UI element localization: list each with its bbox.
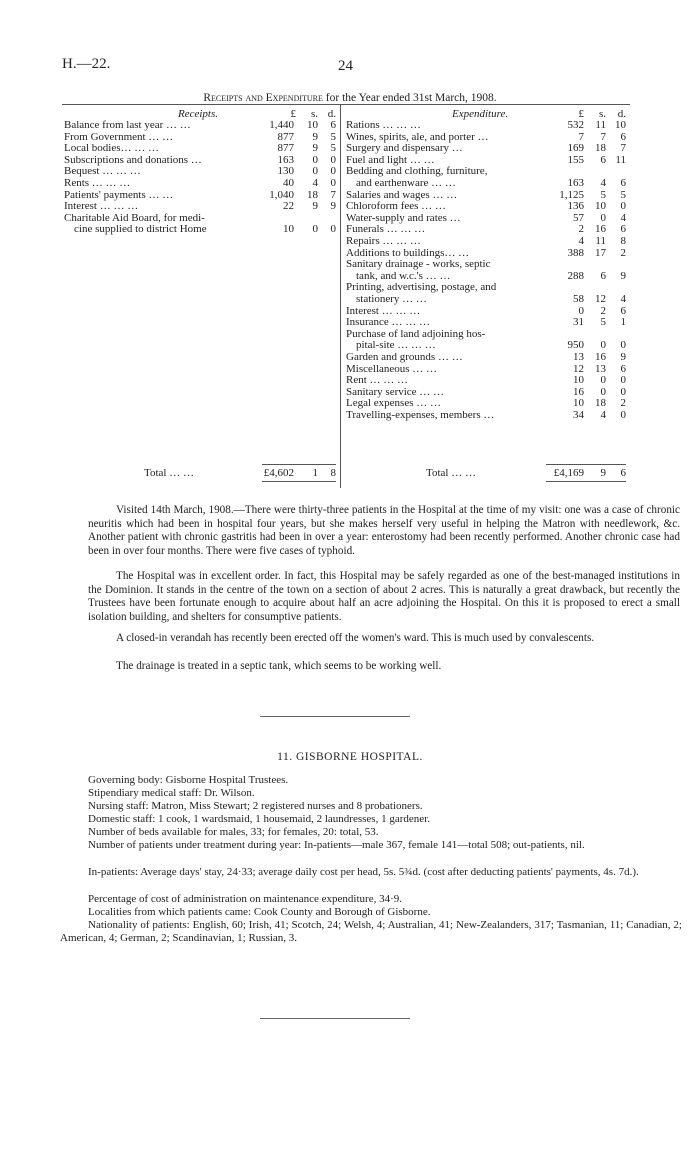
expenditure-row-shillings: 11 (595, 119, 606, 131)
table-title (0, 92, 700, 104)
expenditure-row-label: Insurance … … … (346, 316, 431, 329)
expenditure-row-label: Sanitary drainage - works, septic (346, 258, 491, 271)
table-center-rule (340, 104, 341, 488)
expenditure-row-shillings: 2 (600, 304, 606, 317)
expenditure-row-pence: 6 (620, 130, 626, 143)
visit-paragraph-3: A closed-in verandah has recently been erected off the women's ward. This is much used by convalescents. (116, 632, 595, 644)
expenditure-row-pence: 2 (620, 246, 626, 259)
receipt-row-pounds: 130 (277, 165, 294, 178)
expenditure-row-pounds: 0 (578, 304, 584, 317)
section-divider (260, 716, 410, 717)
receipt-row-pounds: 877 (277, 130, 294, 143)
receipt-row-pence: 5 (330, 130, 336, 143)
expenditure-row-pounds: 16 (573, 385, 584, 398)
expenditure-row-pence: 10 (615, 119, 626, 131)
medical-staff: Stipendiary medical staff: Dr. Wilson. (88, 787, 255, 799)
expenditure-row-pounds: 532 (567, 119, 584, 131)
expenditure-row-shillings: 18 (595, 142, 606, 155)
expenditure-row-label: stationery … … (356, 293, 427, 305)
expenditure-row-pounds: 34 (573, 409, 584, 421)
expenditure-row-label: Wines, spirits, ale, and porter … (346, 130, 489, 143)
expenditure-row-pounds: 4 (578, 235, 584, 247)
expenditure-row-pence: 2 (620, 397, 626, 410)
expenditure-row-pounds: 57 (573, 211, 584, 224)
expenditure-row-pounds: 136 (567, 200, 584, 213)
receipt-row-pounds: 163 (277, 153, 294, 166)
expenditure-row-pence: 4 (620, 293, 626, 305)
expenditure-row-pounds: 13 (573, 351, 584, 363)
expenditure-row-shillings: 0 (600, 385, 606, 398)
receipts-unit-shillings: s. (310, 108, 318, 120)
receipt-row-shillings: 0 (312, 153, 318, 166)
receipts-unit-pounds: £ (290, 108, 296, 120)
expenditure-row-label: and earthenware … … (356, 177, 456, 189)
expenditure-row-pence: 0 (620, 409, 626, 421)
expenditure-row-label: tank, and w.c.'s … … (356, 269, 451, 282)
expenditure-row-pence: 11 (615, 153, 626, 166)
receipt-row-shillings: 9 (312, 130, 318, 143)
expenditure-row-pounds: 10 (573, 374, 584, 387)
expenditure-row-label: Water-supply and rates … (346, 211, 461, 224)
receipt-row-label: Bequest … … … (64, 165, 141, 178)
receipt-row-label: Local bodies… … … (64, 142, 160, 155)
receipt-row-pence: 0 (330, 165, 336, 178)
expenditure-row-shillings: 11 (595, 235, 606, 247)
expenditure-row-pounds: 155 (567, 153, 584, 166)
expenditure-row-shillings: 10 (595, 200, 606, 213)
expenditure-total-shillings: 9 (600, 467, 606, 479)
expenditure-total-label: Total … … (426, 467, 476, 479)
governing-body: Governing body: Gisborne Hospital Trustees. (88, 774, 289, 786)
expenditure-row-label: Printing, advertising, postage, and (346, 281, 497, 294)
expenditure-total-bottom-rule (546, 481, 626, 482)
expenditure-row-shillings: 7 (600, 130, 606, 143)
expenditure-row-label: Travelling-expenses, members … (346, 409, 495, 421)
expenditure-row-label: Surgery and dispensary … (346, 142, 463, 155)
expenditure-row-label: Funerals … … … (346, 223, 426, 236)
expenditure-row-pounds: 1,125 (559, 188, 584, 201)
expenditure-row-shillings: 13 (595, 362, 606, 375)
expenditure-row-shillings: 18 (595, 397, 606, 410)
receipt-row-pounds: 22 (283, 200, 294, 213)
receipt-row-pence: 0 (330, 153, 336, 166)
domestic-staff: Domestic staff: 1 cook, 1 wardsmaid, 1 housemaid, 2 laundresses, 1 gardener. (88, 813, 430, 825)
expenditure-row-label: Sanitary service … … (346, 385, 445, 398)
expenditure-row-label: Additions to buildings… … (346, 246, 470, 259)
expenditure-unit-shillings: s. (598, 108, 606, 120)
expenditure-total-pounds: £4,169 (553, 467, 584, 479)
receipts-total-pounds: £4,602 (263, 467, 294, 479)
expenditure-row-label: Bedding and clothing, furniture, (346, 165, 488, 178)
visit-paragraph-4: The drainage is treated in a septic tank, which seems to be working well. (116, 660, 442, 672)
receipt-row-pounds: 1,040 (269, 188, 294, 201)
receipt-row-pence: 0 (330, 223, 336, 236)
receipt-row-pounds: 10 (283, 223, 294, 236)
expenditure-row-shillings: 0 (600, 211, 606, 224)
visit-paragraph-1: Visited 14th March, 1908.—There were thirty-three patients in the Hospital at the time of my visit: one was a case of chronic neuritis which had been in hospital four years, but she makes herself very useful in helping the Matron with needlework, &c. Another patient with chronic gastritis had been in over a year: enterostomy had been recently performed. Another chronic case had been in over four months. There were five cases of typhoid. (88, 504, 680, 557)
table-title-prefix: Receipts and Expenditure (203, 92, 323, 104)
expenditure-row-pounds: 169 (567, 142, 584, 155)
expenditure-row-shillings: 17 (595, 246, 606, 259)
expenditure-row-pence: 4 (620, 211, 626, 224)
expenditure-row-pence: 6 (620, 304, 626, 317)
receipt-row-shillings: 9 (312, 142, 318, 155)
report-reference: H.—22. (62, 56, 111, 72)
expenditure-row-label: Purchase of land adjoining hos- (346, 327, 486, 340)
expenditure-row-label: Salaries and wages … … (346, 188, 458, 201)
expenditure-row-shillings: 6 (600, 269, 606, 282)
expenditure-row-pence: 5 (620, 188, 626, 201)
expenditure-row-label: Interest … … … (346, 304, 421, 317)
beds-available: Number of beds available for males, 33; for females, 20: total, 53. (88, 826, 379, 838)
in-patients-stats: In-patients: Average days' stay, 24·33; average daily cost per head, 5s. 5¾d. (cost after deducting patients' payments, 4s. 7d.). (88, 866, 639, 878)
expenditure-unit-pence: d. (617, 108, 626, 120)
expenditure-row-label: pital-site … … … (356, 339, 436, 352)
expenditure-row-pence: 6 (620, 177, 626, 189)
receipt-row-pounds: 40 (283, 177, 294, 189)
expenditure-row-shillings: 12 (595, 293, 606, 305)
expenditure-row-pounds: 288 (567, 269, 584, 282)
receipt-row-label: Rents … … … (64, 177, 131, 189)
expenditure-row-pence: 0 (620, 339, 626, 352)
expenditure-row-pence: 0 (620, 374, 626, 387)
receipt-row-label: cine supplied to district Home (74, 223, 207, 236)
receipt-row-label: From Government … … (64, 130, 174, 143)
expenditure-row-pence: 8 (620, 235, 626, 247)
expenditure-row-pounds: 163 (567, 177, 584, 189)
receipts-total-pence: 8 (330, 467, 336, 479)
expenditure-row-label: Legal expenses … … (346, 397, 441, 410)
receipt-row-pence: 6 (330, 119, 336, 131)
receipt-row-label: Charitable Aid Board, for medi- (64, 211, 205, 224)
expenditure-row-pounds: 388 (567, 246, 584, 259)
receipts-total-bottom-rule (262, 481, 336, 482)
expenditure-heading: Expenditure. (452, 108, 509, 120)
page-number: 24 (338, 58, 353, 74)
visit-paragraph-2: The Hospital was in excellent order. In fact, this Hospital may be safely regarded as one of the best-managed institutions in the Dominion. It stands in the centre of the town on a section of about 2 acres. This is naturally a great drawback, but recently the Trustees have been fortunate enough to acquire about half an acre adjoining the Hospital. On this it is proposed to erect a small isolation building, and shelters for consumptive patients. (88, 570, 680, 623)
expenditure-total-top-rule (546, 464, 626, 465)
receipt-row-label: Patients' payments … … (64, 188, 174, 201)
expenditure-row-shillings: 4 (600, 409, 606, 421)
receipt-row-shillings: 9 (312, 200, 318, 213)
expenditure-row-shillings: 5 (600, 188, 606, 201)
expenditure-row-label: Repairs … … … (346, 235, 421, 247)
expenditure-row-pounds: 2 (578, 223, 584, 236)
expenditure-row-pence: 0 (620, 385, 626, 398)
expenditure-total-pence: 6 (620, 467, 626, 479)
expenditure-row-pounds: 10 (573, 397, 584, 410)
receipt-row-label: Interest … … … (64, 200, 139, 213)
expenditure-row-pence: 1 (620, 316, 626, 329)
receipts-heading: Receipts. (178, 108, 219, 120)
receipts-total-label: Total … … (144, 467, 194, 479)
receipt-row-shillings: 0 (312, 223, 318, 236)
nationality-of-patients: Nationality of patients: English, 60; Irish, 41; Scotch, 24; Welsh, 4; Australian, 41; New-Zealanders, 317; Tasmanian, 11; Canadian, 2; American, 4; German, 2; Scandinavian, 1; Russian, 3. (60, 919, 682, 945)
receipt-row-shillings: 10 (307, 119, 318, 131)
receipt-row-pence: 0 (330, 177, 336, 189)
expenditure-row-pounds: 950 (567, 339, 584, 352)
expenditure-row-shillings: 16 (595, 223, 606, 236)
receipt-row-label: Balance from last year … … (64, 119, 191, 131)
receipt-row-pounds: 1,440 (269, 119, 294, 131)
expenditure-row-label: Miscellaneous … … (346, 362, 438, 375)
expenditure-row-pence: 6 (620, 223, 626, 236)
receipts-total-top-rule (262, 464, 336, 465)
expenditure-row-pence: 9 (620, 351, 626, 363)
bottom-divider (260, 1018, 410, 1019)
expenditure-unit-pounds: £ (578, 108, 584, 120)
expenditure-row-shillings: 16 (595, 351, 606, 363)
expenditure-row-pence: 6 (620, 362, 626, 375)
expenditure-row-pence: 9 (620, 269, 626, 282)
expenditure-row-shillings: 5 (600, 316, 606, 329)
receipts-total-shillings: 1 (312, 467, 318, 479)
expenditure-row-pence: 0 (620, 200, 626, 213)
patients-under-treatment: Number of patients under treatment during year: In-patients—male 367, female 141—total 508; out-patients, nil. (88, 839, 585, 851)
localities: Localities from which patients came: Cook County and Borough of Gisborne. (88, 906, 431, 918)
section-title: 11. GISBORNE HOSPITAL. (277, 751, 423, 763)
receipt-row-shillings: 4 (312, 177, 318, 189)
receipt-row-shillings: 0 (312, 165, 318, 178)
administration-percentage: Percentage of cost of administration on maintenance expenditure, 34·9. (88, 893, 403, 905)
table-top-rule (62, 104, 630, 105)
expenditure-row-pence: 7 (620, 142, 626, 155)
expenditure-row-shillings: 0 (600, 339, 606, 352)
expenditure-row-shillings: 4 (600, 177, 606, 189)
receipt-row-pounds: 877 (277, 142, 294, 155)
expenditure-row-shillings: 0 (600, 374, 606, 387)
expenditure-row-pounds: 58 (573, 293, 584, 305)
expenditure-row-label: Fuel and light … … (346, 153, 435, 166)
nursing-staff: Nursing staff: Matron, Miss Stewart; 2 registered nurses and 8 probationers. (88, 800, 423, 812)
receipt-row-label: Subscriptions and donations … (64, 153, 202, 166)
expenditure-row-shillings: 6 (600, 153, 606, 166)
expenditure-row-pounds: 31 (573, 316, 584, 329)
receipt-row-pence: 5 (330, 142, 336, 155)
receipt-row-pence: 9 (330, 200, 336, 213)
expenditure-row-label: Rations … … … (346, 119, 421, 131)
table-title-suffix: for the Year ended 31st March, 1908. (325, 92, 497, 104)
receipt-row-shillings: 18 (307, 188, 318, 201)
expenditure-row-label: Rent … … … (346, 374, 409, 387)
expenditure-row-label: Chloroform fees … … (346, 200, 446, 213)
expenditure-row-label: Garden and grounds … … (346, 351, 463, 363)
receipts-unit-pence: d. (327, 108, 336, 120)
expenditure-row-pounds: 7 (578, 130, 584, 143)
expenditure-row-pounds: 12 (573, 362, 584, 375)
receipt-row-pence: 7 (330, 188, 336, 201)
